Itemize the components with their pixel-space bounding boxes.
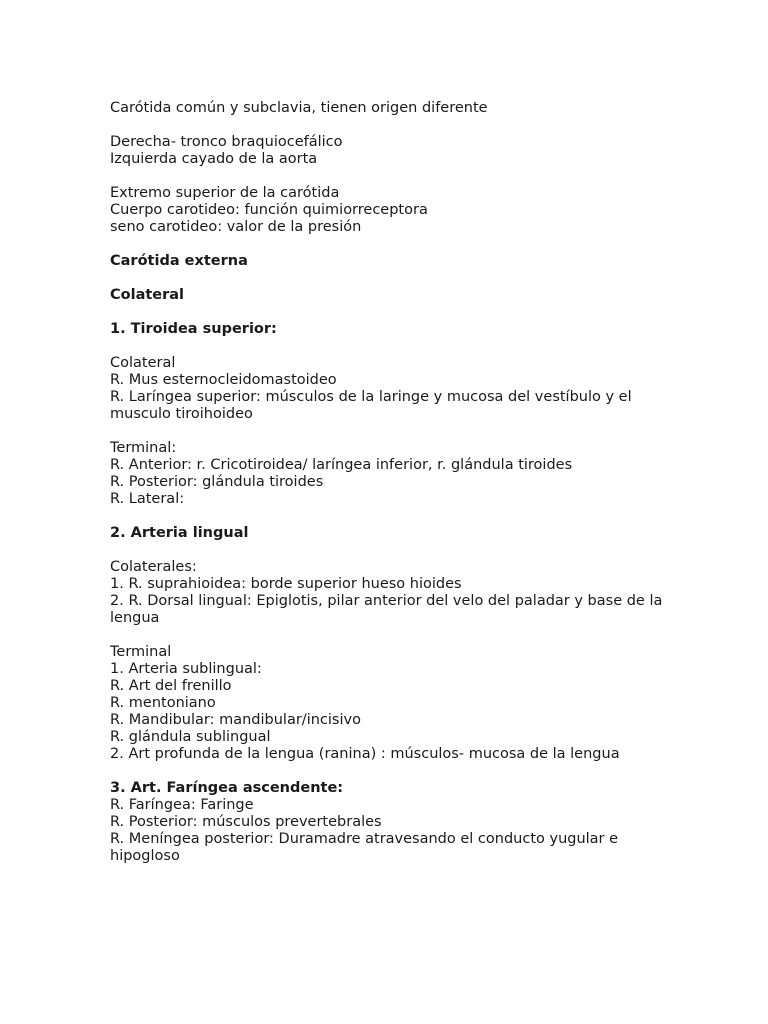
spacer (110, 423, 680, 440)
intro-line-6: seno carotideo: valor de la presión (110, 219, 362, 235)
intro-line-3: Izquierda cayado de la aorta (110, 151, 318, 167)
lingual-colateral-2: 2. R. Dorsal lingual: Epiglotis, pilar anterior del velo del paladar y base de la lengua (110, 593, 663, 626)
lingual-terminal-1: 1. Arteria sublingual: (110, 661, 262, 677)
tiroidea-colateral-1: R. Mus esternocleidomastoideo (110, 372, 337, 388)
spacer (110, 304, 680, 321)
lingual-terminal-6: 2. Art profunda de la lengua (ranina) : músculos- mucosa de la lengua (110, 746, 620, 762)
intro-line-2: Derecha- tronco braquiocefálico (110, 134, 343, 150)
tiroidea-terminal-1: R. Anterior: r. Cricotiroidea/ laríngea inferior, r. glándula tiroides (110, 457, 573, 473)
spacer (110, 270, 680, 287)
intro-line-4: Extremo superior de la carótida (110, 185, 340, 201)
spacer (110, 236, 680, 253)
spacer (110, 627, 680, 644)
document-page (110, 100, 680, 865)
lingual-terminal-5: R. glándula sublingual (110, 729, 271, 745)
spacer (110, 542, 680, 559)
heading-tiroidea-superior: 1. Tiroidea superior: (110, 321, 277, 337)
faringea-line-1: R. Faríngea: Faringe (110, 797, 254, 813)
intro-line-1: Carótida común y subclavia, tienen origen diferente (110, 100, 488, 116)
lingual-terminal-4: R. Mandibular: mandibular/incisivo (110, 712, 361, 728)
tiroidea-terminal-2: R. Posterior: glándula tiroides (110, 474, 324, 490)
spacer (110, 117, 680, 134)
lingual-terminal-label: Terminal (110, 644, 172, 660)
lingual-terminal-3: R. mentoniano (110, 695, 216, 711)
tiroidea-colateral-2: R. Laríngea superior: músculos de la laringe y mucosa del vestíbulo y el musculo tiroihoideo (110, 389, 632, 422)
lingual-colaterales-label: Colaterales: (110, 559, 197, 575)
heading-arteria-lingual: 2. Arteria lingual (110, 525, 249, 541)
heading-colateral: Colateral (110, 287, 185, 303)
tiroidea-terminal-label: Terminal: (110, 440, 177, 456)
tiroidea-colateral-label: Colateral (110, 355, 176, 371)
spacer (110, 338, 680, 355)
spacer (110, 763, 680, 780)
spacer (110, 168, 680, 185)
faringea-line-2: R. Posterior: músculos prevertebrales (110, 814, 382, 830)
heading-carotida-externa: Carótida externa (110, 253, 248, 269)
heading-faringea-ascendente: 3. Art. Faríngea ascendente: (110, 780, 344, 796)
lingual-terminal-2: R. Art del frenillo (110, 678, 232, 694)
spacer (110, 508, 680, 525)
intro-line-5: Cuerpo carotideo: función quimiorreceptora (110, 202, 428, 218)
tiroidea-terminal-3: R. Lateral: (110, 491, 185, 507)
lingual-colateral-1: 1. R. suprahioidea: borde superior hueso hioides (110, 576, 462, 592)
faringea-line-3: R. Meníngea posterior: Duramadre atravesando el conducto yugular e hipogloso (110, 831, 619, 864)
